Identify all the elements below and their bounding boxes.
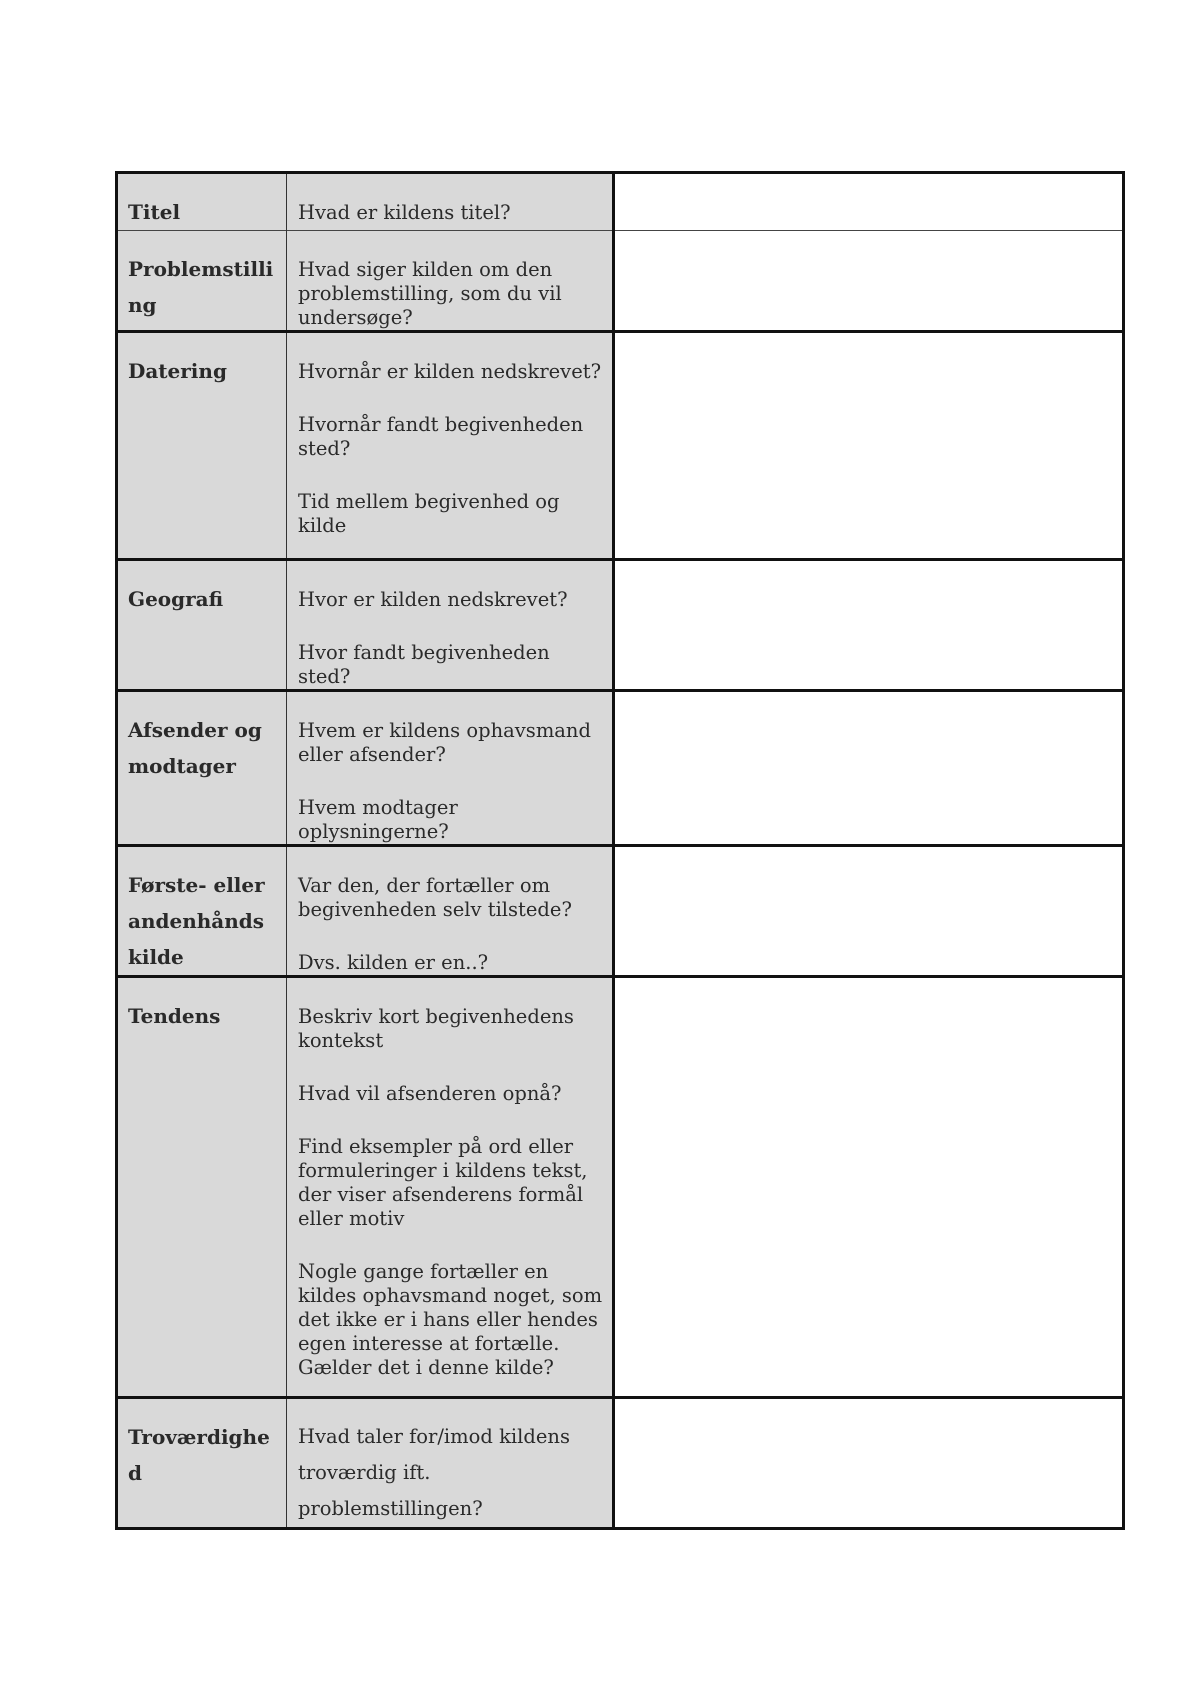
table-row-geografi [117,560,1124,691]
question-text: Hvornår er kilden nedskrevet? [298,360,602,383]
row-label: Titel [128,200,181,224]
source-analysis-table [115,171,1125,1530]
table-row-tendens [117,977,1124,1398]
question-text: Hvem modtager oplysningerne? [298,796,458,843]
answer-cell[interactable] [614,691,1124,846]
table-row-problemstilling [117,231,1124,332]
row-label: Problemstilling [128,257,274,317]
table-row-datering [117,332,1124,560]
row-label: Første- eller andenhånds kilde [128,873,265,969]
table-row-trovaerdighed [117,1398,1124,1529]
question-text: Var den, der fortæller om begivenheden selv tilstede? [298,874,572,921]
answer-cell[interactable] [614,332,1124,560]
answer-cell[interactable] [614,977,1124,1398]
question-text: Hvornår fandt begivenheden sted? [298,413,584,460]
table-row-titel [117,173,1124,231]
question-text: Beskriv kort begivenhedens kontekst [298,1005,574,1052]
table-row-foerste-andenhaands [117,846,1124,977]
question-text: Nogle gange fortæller en kildes ophavsmand noget, som det ikke er i hans eller hendes egen interesse at fortælle. Gælder det i denne kilde? [298,1260,603,1379]
question-text: Hvor fandt begivenheden sted? [298,641,550,688]
answer-cell[interactable] [614,560,1124,691]
question-text: Tid mellem begivenhed og kilde [298,490,560,537]
answer-cell[interactable] [614,846,1124,977]
table-row-afsender [117,691,1124,846]
row-label: Geografi [128,587,224,611]
question-text: Hvad vil afsenderen opnå? [298,1082,562,1105]
question-text: Hvad taler for/imod kildens troværdig ift. problemstillingen? [298,1425,570,1520]
answer-cell[interactable] [614,1398,1124,1529]
answer-cell[interactable] [614,173,1124,231]
question-text: Dvs. kilden er en..? [298,951,489,974]
question-text: Hvor er kilden nedskrevet? [298,588,568,611]
row-label: Datering [128,359,227,383]
row-label: Tendens [128,1004,221,1028]
question-text: Hvad siger kilden om den problemstilling, som du vil undersøge? [298,258,562,329]
row-label: Afsender og modtager [128,718,262,778]
question-text: Hvad er kildens titel? [298,201,511,224]
question-text: Hvem er kildens ophavsmand eller afsender? [298,719,591,766]
row-label: Troværdighed [128,1425,270,1485]
answer-cell[interactable] [614,231,1124,332]
question-text: Find eksempler på ord eller formuleringer i kildens tekst, der viser afsenderens formål eller motiv [298,1135,588,1230]
